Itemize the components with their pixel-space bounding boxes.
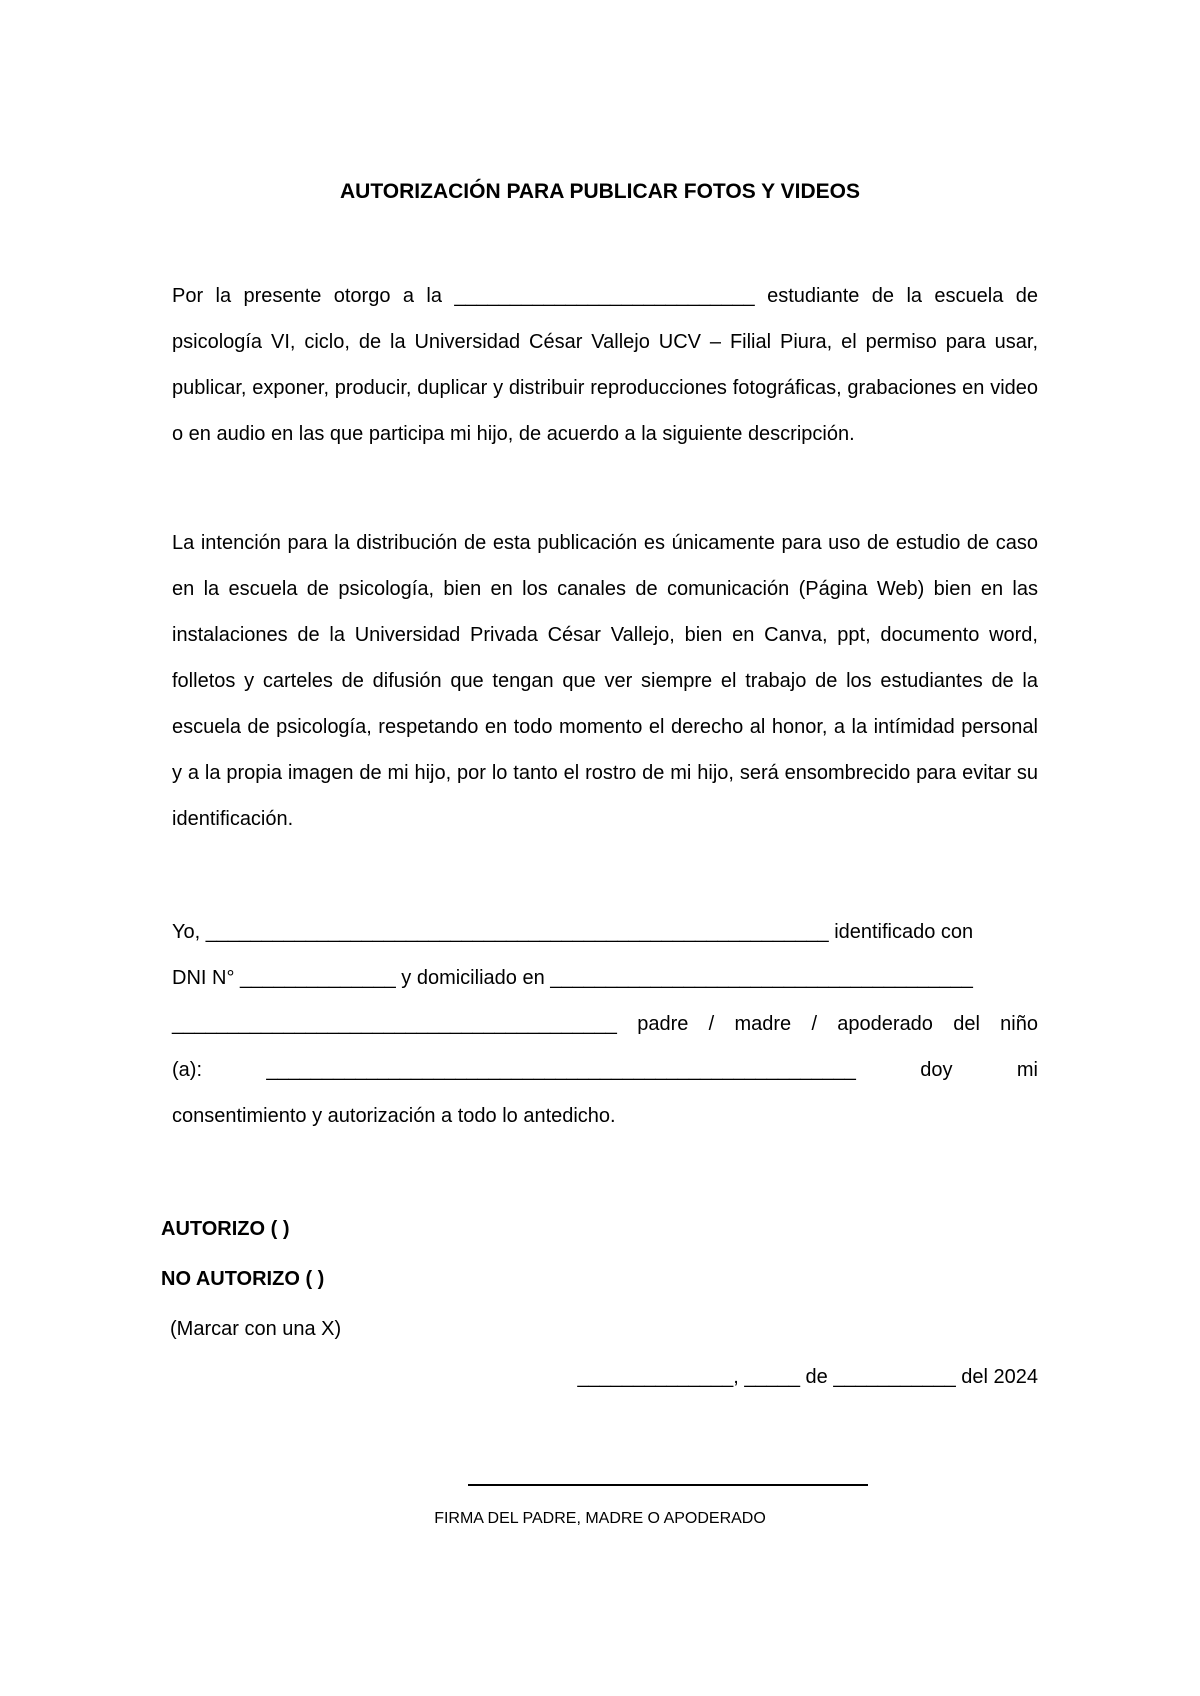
option-autorizo: AUTORIZO ( ) bbox=[161, 1218, 290, 1240]
form-line-nino bbox=[172, 1047, 1038, 1093]
nino-mi: mi bbox=[1016, 1059, 1038, 1081]
nino-blank: _____________________________________________________ bbox=[266, 1059, 856, 1081]
date-line: ______________, _____ de ___________ del 2024 bbox=[577, 1366, 1038, 1388]
nino-label: (a): bbox=[172, 1059, 202, 1081]
signature-line bbox=[468, 1484, 868, 1486]
option-no-autorizo: NO AUTORIZO ( ) bbox=[161, 1268, 325, 1290]
nino-doy: doy bbox=[920, 1059, 953, 1081]
form-line-yo: Yo, ________________________________________________________ identificado con bbox=[172, 921, 974, 943]
form-line-dni: DNI N° ______________ y domiciliado en ______________________________________ bbox=[172, 967, 973, 989]
paragraph-authorization: Por la presente otorgo a la ___________________________ estudiante de la escuela de psicología VI, ciclo, de la Universidad César Vallejo UCV – Filial Piura, el permiso para usar, publicar, exponer, producir, duplicar y distribuir reproducciones fotográficas, grabaciones en video o en audio en las que participa mi hijo, de acuerdo a la siguiente descripción. bbox=[172, 285, 1038, 445]
mark-instruction: (Marcar con una X) bbox=[170, 1318, 342, 1340]
form-line-consent: consentimiento y autorización a todo lo antedicho. bbox=[172, 1105, 616, 1127]
paragraph-intention: La intención para la distribución de esta publicación es únicamente para uso de estudio de caso en la escuela de psicología, bien en los canales de comunicación (Página Web) bien en las instalaciones de la Universidad Privada César Vallejo, bien en Canva, ppt, documento word, folletos y carteles de difusión que tengan que ver siempre el trabajo de los estudiantes de la escuela de psicología, respetando en todo momento el derecho al honor, a la intímidad personal y a la propia imagen de mi hijo, por lo tanto el rostro de mi hijo, será ensombrecido para evitar su identificación. bbox=[172, 532, 1038, 830]
signature-label: FIRMA DEL PADRE, MADRE O APODERADO bbox=[434, 1510, 766, 1527]
form-line-padre bbox=[172, 1001, 1038, 1047]
form-line-padre-text: ________________________________________ padre / madre / apoderado del niño bbox=[172, 1013, 1038, 1035]
document-title: AUTORIZACIÓN PARA PUBLICAR FOTOS Y VIDEOS bbox=[340, 180, 860, 203]
